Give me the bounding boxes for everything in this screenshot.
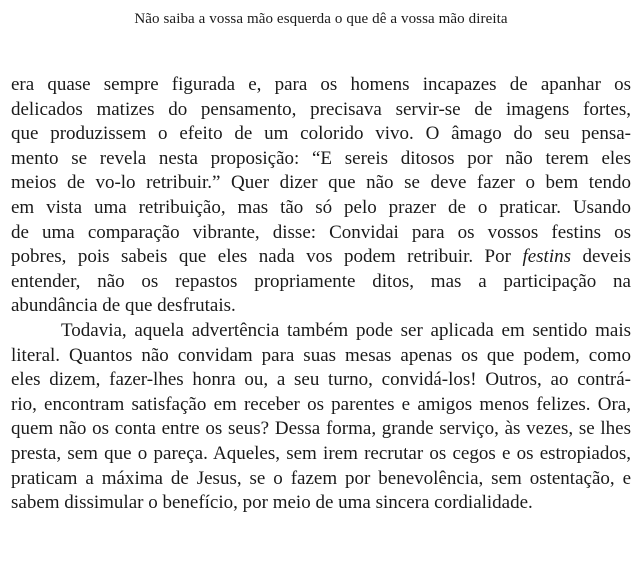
text-segment: deveis [582, 246, 632, 268]
body-text [11, 73, 631, 516]
text-line: era quase sempre figurada e, para os homens incapazes de apanhar os [11, 74, 631, 95]
text-line: Todavia, aquela advertência também pode ser aplicada em sentido mais [61, 319, 631, 341]
text-line: delicados matizes do pensamento, precisava servir-se de imagens fortes, [11, 98, 631, 120]
text-line: quem não os conta entre os seus? Dessa forma, grande serviço, às vezes, se lhes [11, 418, 631, 440]
text-line: meios de vo-lo retribuir.” Quer dizer que não se deve fazer o bem tendo [11, 172, 631, 194]
running-head: Não saiba a vossa mão esquerda o que dê a vossa mão direita [134, 11, 508, 27]
text-line: entender, não os repastos propriamente ditos, mas a participação na [11, 270, 631, 292]
paragraph-1 [11, 73, 631, 319]
text-line: presta, sem que o pareça. Aqueles, sem irem recrutar os cegos e os estropiados, [11, 442, 631, 464]
text-line: sabem dissimular o benefício, por meio de uma sincera cordialidade. [11, 492, 533, 514]
text-line: rio, encontram satisfação em receber os parentes e amigos menos felizes. Ora, [11, 393, 631, 415]
text-line: em vista uma retribuição, mas tão só pelo prazer de o praticar. Usando [11, 196, 631, 218]
paragraph-2 [11, 319, 631, 516]
text-line: de uma comparação vibrante, disse: Convidai para os vossos festins os [11, 221, 631, 243]
italic-term: festins [522, 246, 571, 268]
text-line: mento se revela nesta proposição: “E sereis ditosos por não terem eles [11, 147, 631, 169]
text-line: abundância de que desfrutais. [11, 295, 236, 317]
text-line: eles dizem, fazer-lhes honra ou, a seu turno, convidá-los! Outros, ao contrá- [11, 369, 631, 391]
text-line: literal. Quantos não convidam para suas mesas apenas os que podem, como [11, 344, 631, 366]
book-page [11, 0, 631, 516]
text-line: praticam a máxima de Jesus, se o fazem por benevolência, sem ostentação, e [11, 467, 631, 489]
text-line-with-italic [11, 245, 631, 270]
text-line: que produzissem o efeito de um colorido vivo. O âmago do seu pensa- [11, 123, 631, 145]
text-segment: pobres, pois sabeis que eles nada vos podem retribuir. Por [11, 246, 511, 268]
